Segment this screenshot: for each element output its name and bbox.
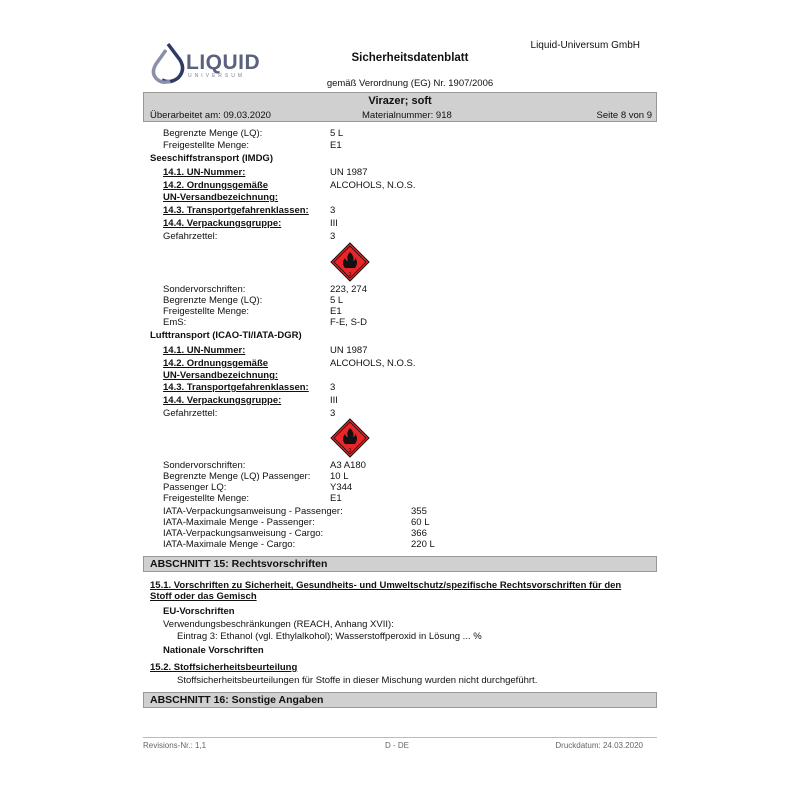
hazard-class-number: 3 — [348, 272, 352, 278]
row-label: Sondervorschriften: — [163, 284, 246, 295]
product-name: Virazer; soft — [368, 95, 432, 107]
row-value: III — [330, 395, 338, 406]
table-row — [0, 493, 800, 505]
table-row — [0, 370, 800, 382]
section-16-header: ABSCHNITT 16: Sonstige Angaben — [143, 692, 657, 708]
table-row — [0, 539, 800, 551]
table-row — [0, 167, 800, 179]
table-row — [0, 231, 800, 243]
row-label: 14.4. Verpackungsgruppe: — [163, 218, 282, 229]
material-number: Materialnummer: 918 — [362, 110, 452, 121]
row-label: 14.1. UN-Nummer: — [163, 345, 246, 356]
row-value: 3 — [330, 408, 336, 419]
row-value: 60 L — [411, 517, 430, 528]
row-value: A3 A180 — [330, 460, 366, 471]
row-label: 14.3. Transportgefahrenklassen: — [163, 382, 309, 393]
page-number: Seite 8 von 9 — [596, 110, 652, 121]
row-label: EmS: — [163, 317, 187, 328]
row-label: 14.2. Ordnungsgemäße — [163, 358, 269, 369]
section-15-2-text: Stoffsicherheitsbeurteilungen für Stoffe in dieser Mischung wurden nicht durchgeführt. — [177, 675, 538, 686]
flammable-hazard-icon — [330, 418, 370, 458]
row-value: 366 — [411, 528, 427, 539]
row-value: 355 — [411, 506, 427, 517]
row-value: ALCOHOLS, N.O.S. — [330, 180, 416, 191]
product-header-bar — [143, 92, 657, 122]
row-label: Freigestellte Menge: — [163, 306, 250, 317]
section-15-1-heading: 15.1. Vorschriften zu Sicherheit, Gesundheits- und Umweltschutz/spezifische Rechtsvorschriften für den — [150, 580, 622, 591]
row-label: IATA-Maximale Menge - Cargo: — [163, 539, 296, 550]
row-label: Begrenzte Menge (LQ) Passenger: — [163, 471, 311, 482]
row-label: Begrenzte Menge (LQ): — [163, 128, 263, 139]
row-value: 3 — [330, 205, 336, 216]
row-label: Freigestellte Menge: — [163, 493, 250, 504]
row-label: UN-Versandbezeichnung: — [163, 192, 279, 203]
row-value: Y344 — [330, 482, 353, 493]
row-label: Sondervorschriften: — [163, 460, 246, 471]
eu-restrictions-entry: Eintrag 3: Ethanol (vgl. Ethylalkohol); Wasserstoffperoxid in Lösung ... % — [177, 631, 482, 642]
eu-regulations-heading: EU-Vorschriften — [163, 606, 235, 617]
row-value: F-E, S-D — [330, 317, 367, 328]
row-label: Begrenzte Menge (LQ): — [163, 295, 263, 306]
print-date: Druckdatum: 24.03.2020 — [555, 741, 643, 750]
flammable-hazard-icon — [330, 242, 370, 282]
row-value: E1 — [330, 140, 342, 151]
row-value: 5 L — [330, 295, 344, 306]
row-label: 14.1. UN-Nummer: — [163, 167, 246, 178]
row-value: 220 L — [411, 539, 435, 550]
table-row — [0, 128, 800, 140]
row-value: 5 L — [330, 128, 344, 139]
row-label: Passenger LQ: — [163, 482, 227, 493]
row-label: 14.2. Ordnungsgemäße — [163, 180, 269, 191]
iata-heading: Lufttransport (ICAO-TI/IATA-DGR) — [150, 330, 302, 341]
row-value: 3 — [330, 231, 336, 242]
row-label: UN-Versandbezeichnung: — [163, 370, 279, 381]
table-row — [0, 395, 800, 407]
logo-wordmark: LIQUID — [186, 51, 261, 74]
hazard-class-number: 3 — [348, 448, 352, 454]
eu-restrictions-label: Verwendungsbeschränkungen (REACH, Anhang XVII): — [163, 619, 394, 630]
imdg-heading: Seeschiffstransport (IMDG) — [150, 153, 273, 164]
section-15-header: ABSCHNITT 15: Rechtsvorschriften — [143, 556, 657, 572]
table-row — [0, 408, 800, 420]
section-15-2-heading: 15.2. Stoffsicherheitsbeurteilung — [150, 662, 298, 673]
section-15-1-heading-cont: Stoff oder das Gemisch — [150, 591, 257, 602]
table-row — [0, 192, 800, 204]
table-row — [0, 382, 800, 394]
table-row — [0, 218, 800, 230]
table-row — [0, 180, 800, 192]
row-value: 3 — [330, 382, 336, 393]
row-value: E1 — [330, 306, 342, 317]
row-label: Freigestellte Menge: — [163, 140, 250, 151]
table-row — [0, 140, 800, 152]
row-label: IATA-Maximale Menge - Passenger: — [163, 517, 315, 528]
row-value: E1 — [330, 493, 342, 504]
company-logo — [148, 40, 268, 86]
row-value: UN 1987 — [330, 167, 368, 178]
revised-date: Überarbeitet am: 09.03.2020 — [150, 110, 271, 121]
row-label: IATA-Verpackungsanweisung - Passenger: — [163, 506, 343, 517]
row-label: Gefahrzettel: — [163, 408, 218, 419]
logo-drop-icon — [148, 40, 188, 86]
row-value: ALCOHOLS, N.O.S. — [330, 358, 416, 369]
table-row — [0, 358, 800, 370]
footer-divider — [143, 737, 657, 738]
company-name: Liquid-Universum GmbH — [530, 40, 640, 51]
row-label: Gefahrzettel: — [163, 231, 218, 242]
national-regulations-heading: Nationale Vorschriften — [163, 645, 264, 656]
document-title: Sicherheitsdatenblatt — [351, 52, 469, 64]
row-value: III — [330, 218, 338, 229]
table-row — [0, 317, 800, 329]
row-value: 10 L — [330, 471, 349, 482]
row-value: UN 1987 — [330, 345, 368, 356]
table-row — [0, 205, 800, 217]
logo-subtitle: UNIVERSUM — [188, 73, 246, 79]
row-label: IATA-Verpackungsanweisung - Cargo: — [163, 528, 324, 539]
row-value: 223, 274 — [330, 284, 367, 295]
document-subtitle: gemäß Verordnung (EG) Nr. 1907/2006 — [326, 78, 494, 89]
row-label: 14.4. Verpackungsgruppe: — [163, 395, 282, 406]
row-label: 14.3. Transportgefahrenklassen: — [163, 205, 309, 216]
language-code: D - DE — [385, 741, 409, 750]
revision-number: Revisions-Nr.: 1,1 — [143, 741, 207, 750]
table-row — [0, 345, 800, 357]
